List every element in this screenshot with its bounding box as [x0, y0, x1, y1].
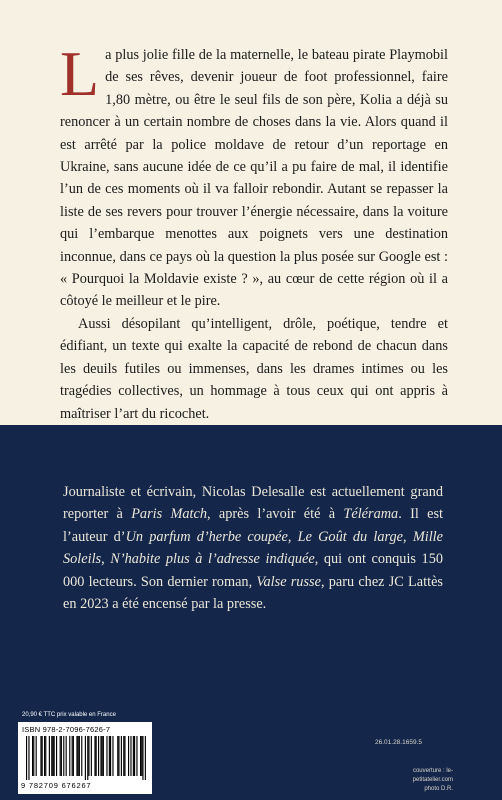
synopsis-paragraph-1 — [60, 38, 448, 313]
barcode-bar — [42, 736, 43, 776]
bio-text: . Il est l’auteur d’ — [63, 506, 443, 545]
barcode-bar — [121, 736, 122, 776]
barcode-bar — [112, 736, 113, 776]
barcode-bar — [45, 736, 46, 776]
barcode-bar — [88, 736, 89, 776]
barcode-bar — [78, 736, 79, 776]
bio-text: , qui ont conquis 150 000 lecteurs. Son dernier roman, — [63, 551, 443, 590]
bio-text: , après l’avoir été à — [207, 506, 344, 523]
cover-credit: couverture : le-petitatelier.com — [412, 768, 453, 783]
barcode-bar — [110, 736, 111, 776]
barcode-bar — [102, 736, 103, 776]
bio-italic: Un parfum d’herbe coupée — [125, 528, 288, 545]
barcode-bar — [81, 736, 82, 776]
barcode-bar — [87, 736, 88, 780]
barcode-bar — [44, 736, 45, 776]
barcode-bar — [133, 736, 134, 776]
barcode-bar — [33, 736, 34, 776]
barcode-bar — [134, 736, 135, 776]
barcode-bar — [117, 736, 118, 776]
photo-credit: photo D.R. — [424, 786, 453, 792]
bio-italic: Valse russe — [256, 573, 321, 590]
barcode-bar — [32, 736, 33, 776]
synopsis-text — [60, 38, 448, 425]
synopsis-paragraph-2: Aussi désopilant qu’intelligent, drôle, poétique, tendre et édifiant, un texte qui exalte la capacité de rebond de chacun dans les deuils futiles ou immenses, dans les drames intimes ou les tragédies collectives, un hommage à tous ceux qui ont appris à maîtriser l’art du ricochet. — [60, 315, 448, 422]
bio-text: , — [403, 528, 413, 545]
isbn-label: ISBN 978-2-7096-7626-7 — [22, 725, 111, 734]
bio-italic: Le Goût du large — [297, 528, 404, 545]
barcode-bar — [142, 736, 143, 780]
barcode-bar — [79, 736, 80, 776]
barcode-bar — [94, 736, 95, 776]
barcode-box — [18, 722, 152, 794]
barcode-bar — [40, 736, 41, 776]
barcode-bar — [141, 736, 142, 776]
barcode-bar — [91, 736, 92, 776]
bio-text: , — [287, 528, 298, 545]
barcode-bar — [69, 736, 70, 776]
barcode-bar — [136, 736, 137, 776]
author-bio — [63, 481, 443, 615]
barcode-bar — [56, 736, 57, 776]
barcode-bar — [103, 736, 104, 776]
barcode-bar — [52, 736, 53, 776]
barcode-bar — [61, 736, 62, 776]
barcode-bar — [51, 736, 52, 776]
barcode-bar — [128, 736, 129, 776]
print-code: 26.01.28.1659.5 — [375, 739, 422, 746]
barcode-bar — [54, 736, 55, 776]
barcode-icon — [26, 736, 146, 780]
bio-text: Journaliste et écrivain, Nicolas Delesalle est actuellement grand reporter à — [63, 484, 443, 523]
barcode-digits: 9 782709 676267 — [21, 781, 92, 790]
barcode-bar — [73, 736, 74, 776]
bio-italic: N’habite plus à l’adresse indiquée — [110, 551, 315, 568]
drop-cap: L — [60, 38, 100, 109]
barcode-bar — [76, 736, 77, 776]
bio-text: , — [101, 551, 111, 568]
bio-italic: Mille Soleils — [63, 528, 443, 568]
barcode-bar — [60, 736, 61, 776]
barcode-bar — [106, 736, 107, 776]
barcode-bar — [140, 736, 141, 776]
barcode-bar — [145, 736, 146, 780]
barcode-bar — [63, 736, 64, 776]
bio-italic: Télérama — [343, 506, 399, 523]
barcode-bar — [100, 736, 101, 776]
bio-text: , paru chez JC Lattès en 2023 a été encensé par la presse. — [63, 573, 443, 613]
barcode-bar — [109, 736, 110, 776]
barcode-bar — [124, 736, 125, 776]
barcode-bar — [26, 736, 27, 780]
barcode-bar — [66, 736, 67, 776]
bio-italic: Paris Match — [131, 506, 208, 523]
barcode-bar — [49, 736, 50, 776]
barcode-bar — [130, 736, 131, 776]
price-label: 20,90 € TTC prix valable en France — [22, 712, 116, 718]
barcode-bar — [72, 736, 73, 776]
barcode-bar — [36, 736, 37, 776]
credits — [373, 767, 453, 794]
author-panel — [0, 425, 502, 800]
synopsis-paragraph-1-text: a plus jolie fille de la maternelle, le bateau pirate Playmobil de ses rêves, devenir joueur de foot professionnel, faire 1,80 mètre, ou être le seul fils de son père, Kolia a déjà su renoncer à un certain nombre de choses dans la vie. Alors quand il est arrêté par la police moldave de retour d’un reportage en Ukraine, sans aucune idée de ce qu’il a pu faire de mal, il identifie l’un de ces moments où il va falloir rebondir. Autant se repasser la liste de ses revers pour trouver l’énergie nécessaire, dans la voiture qui l’embarque menottes aux poignets vers une destination inconnue, dans ce pays où la question la plus posée sur Google est : « Pourquoi la Moldavie existe ? », au cœur de cette région où il a côtoyé le meilleur et le pire. — [60, 47, 448, 310]
barcode-bar — [28, 736, 29, 780]
barcode-bar — [96, 736, 97, 776]
barcode-bar — [85, 736, 86, 780]
barcode-bar — [98, 736, 99, 776]
barcode-bar — [118, 736, 119, 776]
barcode-bar — [123, 736, 124, 776]
